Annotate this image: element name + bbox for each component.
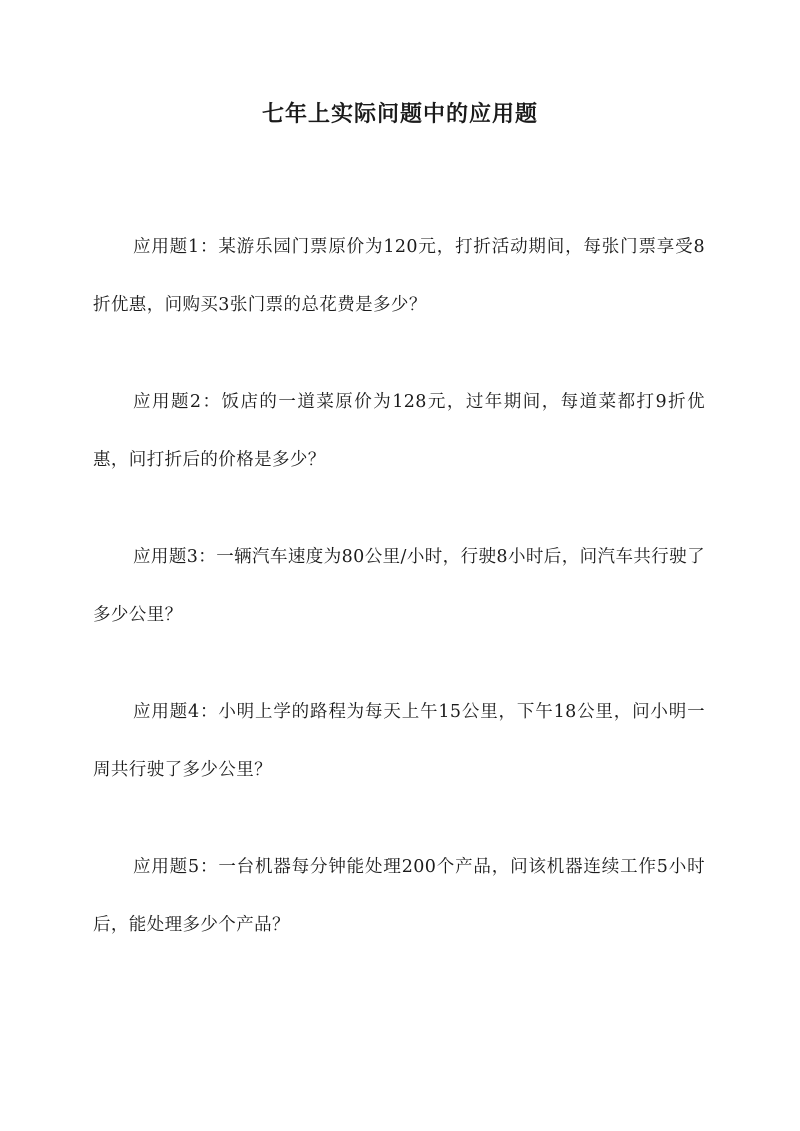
problem-4: 应用题4：小明上学的路程为每天上午15公里，下午18公里，问小明一周共行驶了多少公里？ (93, 701, 705, 780)
problem-3: 应用题3：一辆汽车速度为80公里/小时，行驶8小时后，问汽车共行驶了多少公里？ (93, 546, 705, 625)
problem-5: 应用题5：一台机器每分钟能处理200个产品，问该机器连续工作5小时后，能处理多少个产品？ (93, 856, 705, 935)
problem-2: 应用题2：饭店的一道菜原价为128元，过年期间，每道菜都打9折优惠，问打折后的价格是多少？ (93, 391, 705, 470)
document-title: 七年上实际问题中的应用题 (261, 101, 538, 127)
problem-1: 应用题1：某游乐园门票原价为120元，打折活动期间，每张门票享受8折优惠，问购买3张门票的总花费是多少？ (93, 236, 705, 315)
